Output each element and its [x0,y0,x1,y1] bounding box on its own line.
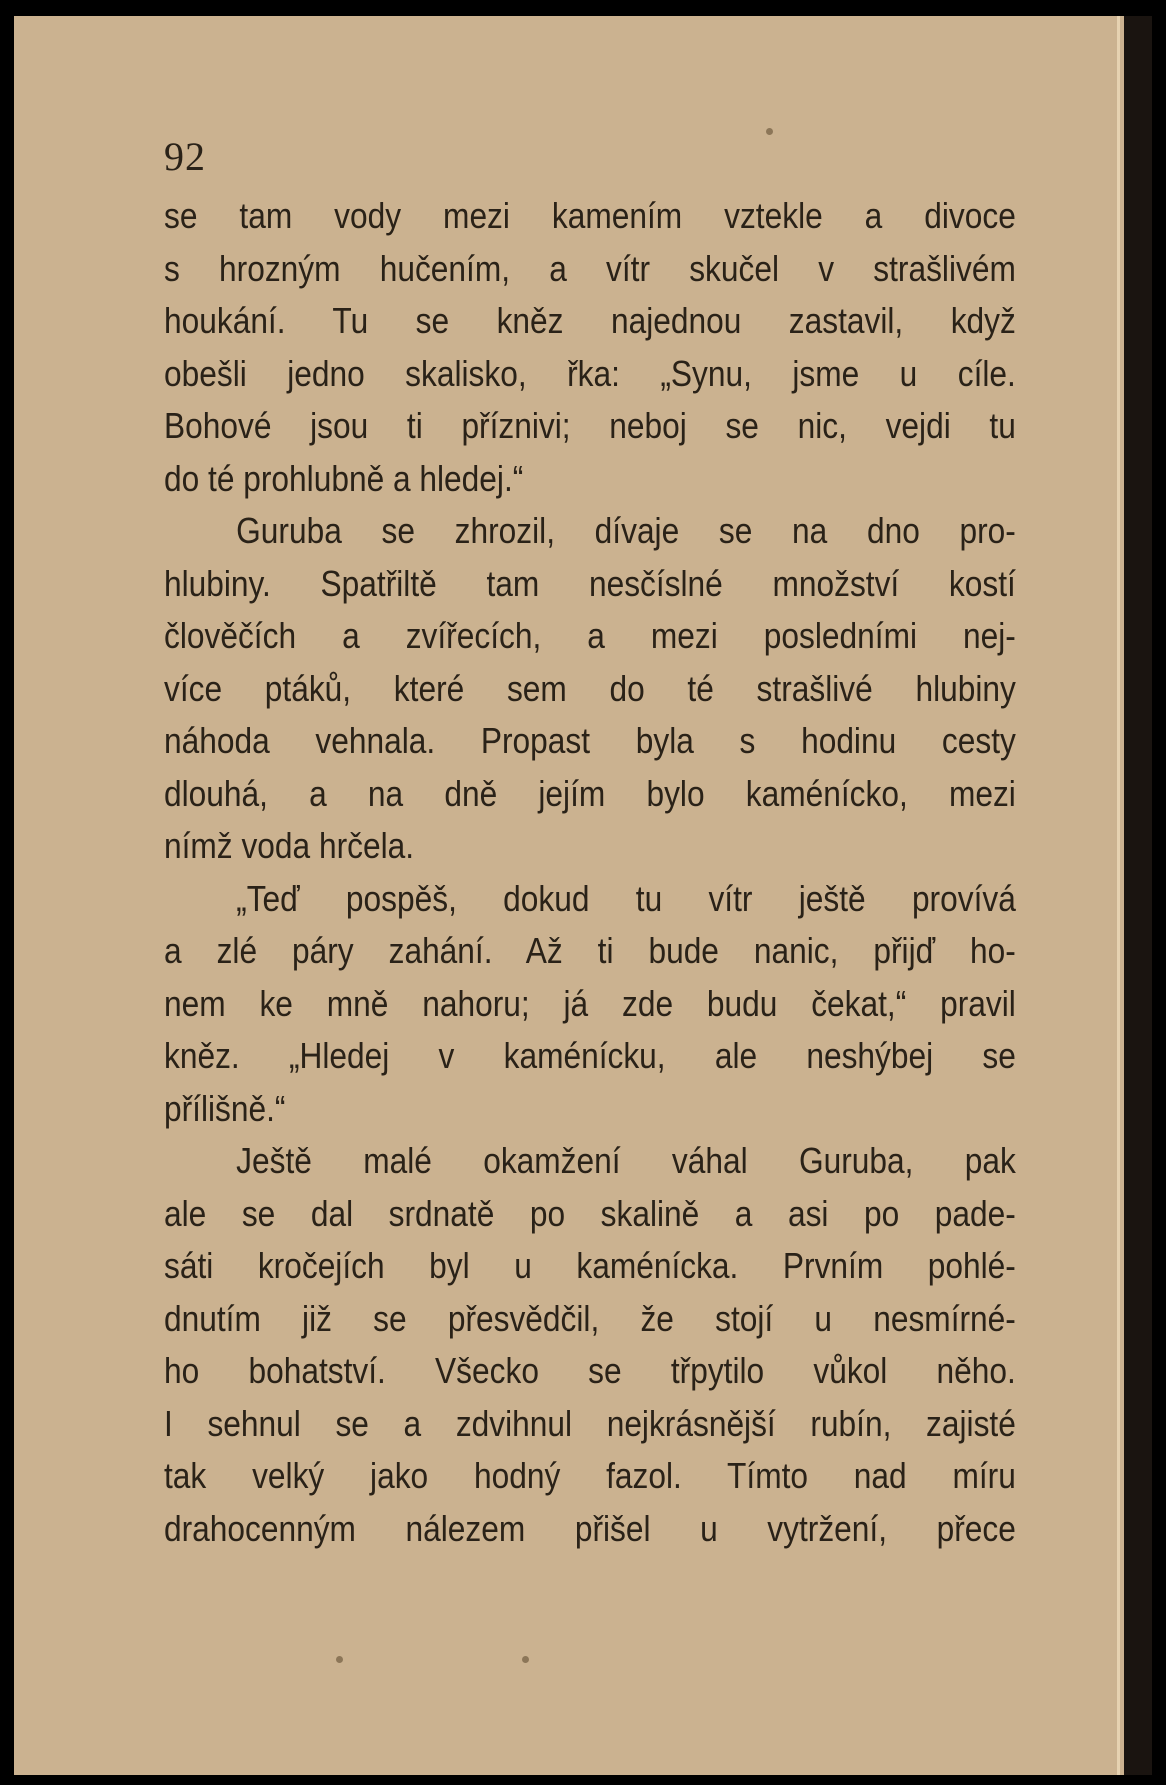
text-line: se tam vody mezi kamením vztekle a divoce [164,195,1016,236]
text-line: dlouhá, a na dně jejím bylo kaménícko, mezi [164,772,1016,814]
text-line: náhoda vehnala. Propast byla s hodinu cesty [164,720,1016,761]
text-line: houkání. Tu se kněz najednou zastavil, když [164,300,1016,341]
text-line: člověčích a zvířecích, a mezi posledními nej- [164,615,1016,656]
text-line: ho bohatství. Všecko se třpytilo vůkol něho. [164,1350,1016,1391]
text-line: více ptáků, které sem do té strašlivé hlubiny [164,667,1016,709]
text-line: dnutím již se přesvědčil, že stojí u nesmírné- [164,1297,1016,1339]
text-line: s hrozným hučením, a vítr skučel v strašlivém [164,247,1016,289]
paper-speck [766,128,773,135]
text-line: drahocenným nálezem přišel u vytržení, přece [164,1507,1016,1549]
text-line: hlubiny. Spatřiltě tam nesčíslné množství kostí [164,562,1016,604]
book-page [14,16,1152,1775]
paper-speck [522,1656,529,1663]
text-line: Ještě malé okamžení váhal Guruba, pak [236,1140,1016,1181]
page-number: 92 [164,134,206,179]
text-line: ale se dal srdnatě po skalině a asi po pade- [164,1192,1016,1234]
paper-speck [336,1656,343,1663]
body-text [164,190,1016,1555]
page-edge [1117,16,1120,1775]
text-line: do té prohlubně a hledej.“ [164,457,524,499]
text-line: nímž voda hrčela. [164,825,415,866]
text-line: sáti kročejích byl u kaménícka. Prvním pohlé- [164,1245,1016,1286]
text-line: Guruba se zhrozil, dívaje se na dno pro- [236,510,1016,551]
text-line: Bohové jsou ti příznivi; neboj se nic, vejdi tu [164,405,1016,446]
text-line: „Teď pospěš, dokud tu vítr ještě provívá [236,877,1016,919]
text-line: obešli jedno skalisko, řka: „Synu, jsme u cíle. [164,352,1016,394]
text-line: I sehnul se a zdvihnul nejkrásnější rubín, zajisté [164,1402,1016,1444]
text-line: přílišně.“ [164,1087,286,1129]
text-line: a zlé páry zahání. Až ti bude nanic, přijď ho- [164,930,1016,971]
text-line: kněz. „Hledej v kaménícku, ale neshýbej se [164,1035,1016,1076]
text-line: tak velký jako hodný fazol. Tímto nad míru [164,1455,1016,1496]
text-line: nem ke mně nahoru; já zde budu čekat,“ pravil [164,982,1016,1024]
